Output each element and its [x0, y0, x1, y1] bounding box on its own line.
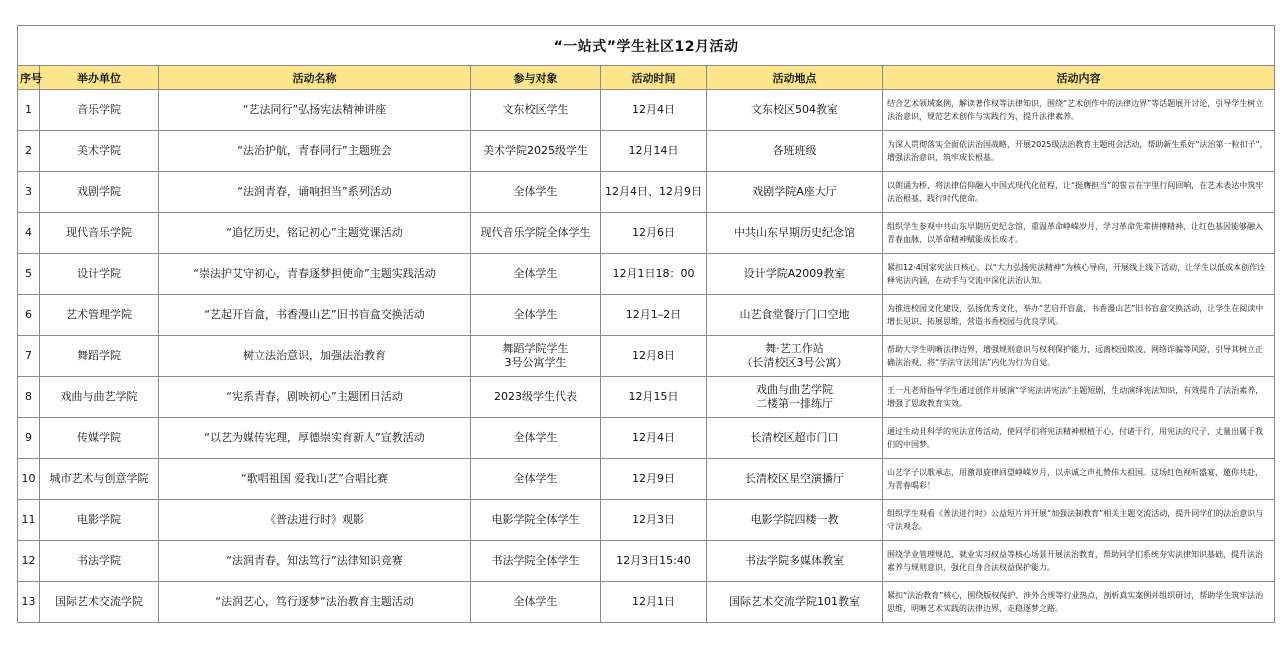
table-row: [18, 254, 1275, 295]
cell-time: 12月8日: [601, 336, 707, 377]
cell-unit: 美术学院: [40, 131, 159, 172]
cell-activity-name: “艺法同行”弘扬宪法精神讲座: [159, 90, 471, 131]
cell-unit: 戏剧学院: [40, 172, 159, 213]
cell-time: 12月3日: [601, 500, 707, 541]
cell-time: 12月4日: [601, 418, 707, 459]
activity-table: [17, 25, 1275, 623]
cell-no: 13: [18, 582, 40, 623]
cell-no: 12: [18, 541, 40, 582]
col-header-time: 活动时间: [601, 66, 707, 90]
cell-content: 紧扣“法治教育”核心，围绕版权保护、涉外合规等行业热点，剖析真实案例并组织研讨，帮助学生筑牢法治思维，明晰艺术实践的法律边界，走稳逐梦之路。: [883, 582, 1275, 623]
cell-activity-name: “法润青春，知法笃行”法律知识竞赛: [159, 541, 471, 582]
cell-unit: 艺术管理学院: [40, 295, 159, 336]
cell-audience: 全体学生: [471, 172, 601, 213]
cell-content: 王一凡老师指导学生通过创作并展演“学宪法讲宪法”主题短剧，生动演绎宪法知识，有效提升了法治素养，增强了思政教育实效。: [883, 377, 1275, 418]
cell-audience: 全体学生: [471, 418, 601, 459]
cell-place: 戏曲与曲艺学院 二楼第一排练厅: [707, 377, 883, 418]
cell-no: 2: [18, 131, 40, 172]
cell-place: 电影学院四楼一教: [707, 500, 883, 541]
cell-no: 8: [18, 377, 40, 418]
cell-no: 9: [18, 418, 40, 459]
header-row: [18, 66, 1275, 90]
cell-activity-name: 树立法治意识，加强法治教育: [159, 336, 471, 377]
cell-time: 12月3日15:40: [601, 541, 707, 582]
cell-time: 12月6日: [601, 213, 707, 254]
col-header-content: 活动内容: [883, 66, 1275, 90]
cell-audience: 美术学院2025级学生: [471, 131, 601, 172]
cell-unit: 书法学院: [40, 541, 159, 582]
cell-audience: 全体学生: [471, 254, 601, 295]
cell-activity-name: “法治护航，青春同行”主题班会: [159, 131, 471, 172]
cell-no: 11: [18, 500, 40, 541]
cell-time: 12月1日: [601, 582, 707, 623]
cell-unit: 戏曲与曲艺学院: [40, 377, 159, 418]
cell-time: 12月15日: [601, 377, 707, 418]
cell-unit: 国际艺术交流学院: [40, 582, 159, 623]
cell-activity-name: “以艺为媒传宪理，厚德崇实育新人”宣教活动: [159, 418, 471, 459]
cell-time: 12月4日: [601, 90, 707, 131]
table-row: [18, 131, 1275, 172]
cell-place: 设计学院A2009教室: [707, 254, 883, 295]
cell-audience: 电影学院全体学生: [471, 500, 601, 541]
cell-place: 舞·艺工作站 （长清校区3号公寓）: [707, 336, 883, 377]
cell-audience: 全体学生: [471, 295, 601, 336]
cell-no: 6: [18, 295, 40, 336]
table-row: [18, 582, 1275, 623]
cell-no: 1: [18, 90, 40, 131]
col-header-no: 序号: [18, 66, 40, 90]
cell-time: 12月1–2日: [601, 295, 707, 336]
cell-activity-name: “艺起开盲盒，书香漫山艺”旧书盲盒交换活动: [159, 295, 471, 336]
cell-place: 国际艺术交流学院101教室: [707, 582, 883, 623]
cell-no: 10: [18, 459, 40, 500]
cell-content: 组织学生参观中共山东早期历史纪念馆，重温革命峥嵘岁月，学习革命先辈拼搏精神，让红色基因能够融入青春血脉，以革命精神赋能成长成才。: [883, 213, 1275, 254]
cell-audience: 2023级学生代表: [471, 377, 601, 418]
table-row: [18, 336, 1275, 377]
col-header-name: 活动名称: [159, 66, 471, 90]
cell-unit: 传媒学院: [40, 418, 159, 459]
cell-time: 12月14日: [601, 131, 707, 172]
table-row: [18, 295, 1275, 336]
cell-unit: 音乐学院: [40, 90, 159, 131]
cell-content: 为推进校园文化建设，弘扬优秀文化，举办“艺启开盲盒，书香漫山艺”旧书盲盒交换活动，让学生在阅读中增长见识、拓展思维，营造书香校园与优良学风。: [883, 295, 1275, 336]
col-header-audience: 参与对象: [471, 66, 601, 90]
cell-content: 帮助大学生明晰法律边界，增强规则意识与权利保护能力，远离校园欺凌、网络诈骗等风险，引导其树立正确法治观，将“学法守法用法”内化为行为自觉。: [883, 336, 1275, 377]
cell-no: 5: [18, 254, 40, 295]
cell-content: 以朗诵为桥，将法律信仰融入中国式现代化征程，让“挺膺担当”的誓言在字里行间回响，在艺术表达中筑牢法治根基、践行时代使命。: [883, 172, 1275, 213]
table-row: [18, 418, 1275, 459]
col-header-unit: 举办单位: [40, 66, 159, 90]
cell-unit: 设计学院: [40, 254, 159, 295]
cell-activity-name: “宪系青春，剧映初心”主题团日活动: [159, 377, 471, 418]
cell-place: 中共山东早期历史纪念馆: [707, 213, 883, 254]
cell-content: 结合艺术领域案例，解读著作权等法律知识，围绕“艺术创作中的法律边界”等话题展开讨论，引导学生树立法治意识，规范艺术创作与实践行为，提升法律素养。: [883, 90, 1275, 131]
cell-activity-name: “歌唱祖国 爱我山艺”合唱比赛: [159, 459, 471, 500]
cell-content: 围绕学业管理规范、就业实习权益等核心场景开展法治教育，帮助同学们系统夯实法律知识基础，提升法治素养与规则意识，强化自身合法权益保护能力。: [883, 541, 1275, 582]
cell-time: 12月4日、12月9日: [601, 172, 707, 213]
cell-place: 长清校区超市门口: [707, 418, 883, 459]
cell-content: 组织学生观看《普法进行时》公益短片并开展“加强法制教育”相关主题交流活动，提升同学们的法治意识与守法观念。: [883, 500, 1275, 541]
cell-audience: 现代音乐学院全体学生: [471, 213, 601, 254]
col-header-place: 活动地点: [707, 66, 883, 90]
cell-activity-name: 《普法进行时》观影: [159, 500, 471, 541]
cell-audience: 全体学生: [471, 459, 601, 500]
cell-unit: 城市艺术与创意学院: [40, 459, 159, 500]
table-row: [18, 541, 1275, 582]
cell-activity-name: “崇法护艾守初心，青春逐梦担使命”主题实践活动: [159, 254, 471, 295]
cell-audience: 舞蹈学院学生 3号公寓学生: [471, 336, 601, 377]
table-row: [18, 500, 1275, 541]
cell-time: 12月1日18：00: [601, 254, 707, 295]
cell-place: 各班班级: [707, 131, 883, 172]
table-row: [18, 213, 1275, 254]
cell-time: 12月9日: [601, 459, 707, 500]
activity-sheet: [17, 25, 1274, 623]
cell-activity-name: “法润艺心，笃行逐梦”法治教育主题活动: [159, 582, 471, 623]
cell-audience: 全体学生: [471, 582, 601, 623]
cell-content: 通过生动且科学的宪法宣传活动，使同学们将宪法精神根植于心，付诸于行，用宪法的尺子，丈量出属于我们的中国梦。: [883, 418, 1275, 459]
cell-place: 长清校区星空演播厅: [707, 459, 883, 500]
cell-activity-name: “法润青春，诵响担当”系列活动: [159, 172, 471, 213]
cell-content: 为深入贯彻落实全面依法治国战略，开展2025级法治教育主题班会活动，帮助新生系好“法治第一粒扣子”，增强法治意识，筑牢成长根基。: [883, 131, 1275, 172]
cell-unit: 电影学院: [40, 500, 159, 541]
cell-place: 书法学院多媒体教室: [707, 541, 883, 582]
table-row: [18, 90, 1275, 131]
cell-audience: 文东校区学生: [471, 90, 601, 131]
cell-place: 戏剧学院A座大厅: [707, 172, 883, 213]
table-row: [18, 459, 1275, 500]
table-title: “一站式”学生社区12月活动: [18, 26, 1275, 66]
cell-no: 4: [18, 213, 40, 254]
cell-no: 3: [18, 172, 40, 213]
cell-no: 7: [18, 336, 40, 377]
cell-unit: 舞蹈学院: [40, 336, 159, 377]
cell-audience: 书法学院全体学生: [471, 541, 601, 582]
cell-content: 山艺学子以歌承志，用激昂旋律回望峥嵘岁月，以赤诚之声礼赞伟大祖国。这场红色视听盛宴，邀你共赴，为青春喝彩！: [883, 459, 1275, 500]
table-row: [18, 377, 1275, 418]
cell-content: 紧扣12·4国家宪法日核心，以“大力弘扬宪法精神”为核心导向，开展线上线下活动，让学生以低成本创作诠释宪法内涵，在动手与交流中深化法治认知。: [883, 254, 1275, 295]
table-row: [18, 172, 1275, 213]
cell-place: 文东校区504教室: [707, 90, 883, 131]
cell-place: 山艺食堂餐厅门口空地: [707, 295, 883, 336]
cell-activity-name: “追忆历史，铭记初心”主题党课活动: [159, 213, 471, 254]
cell-unit: 现代音乐学院: [40, 213, 159, 254]
